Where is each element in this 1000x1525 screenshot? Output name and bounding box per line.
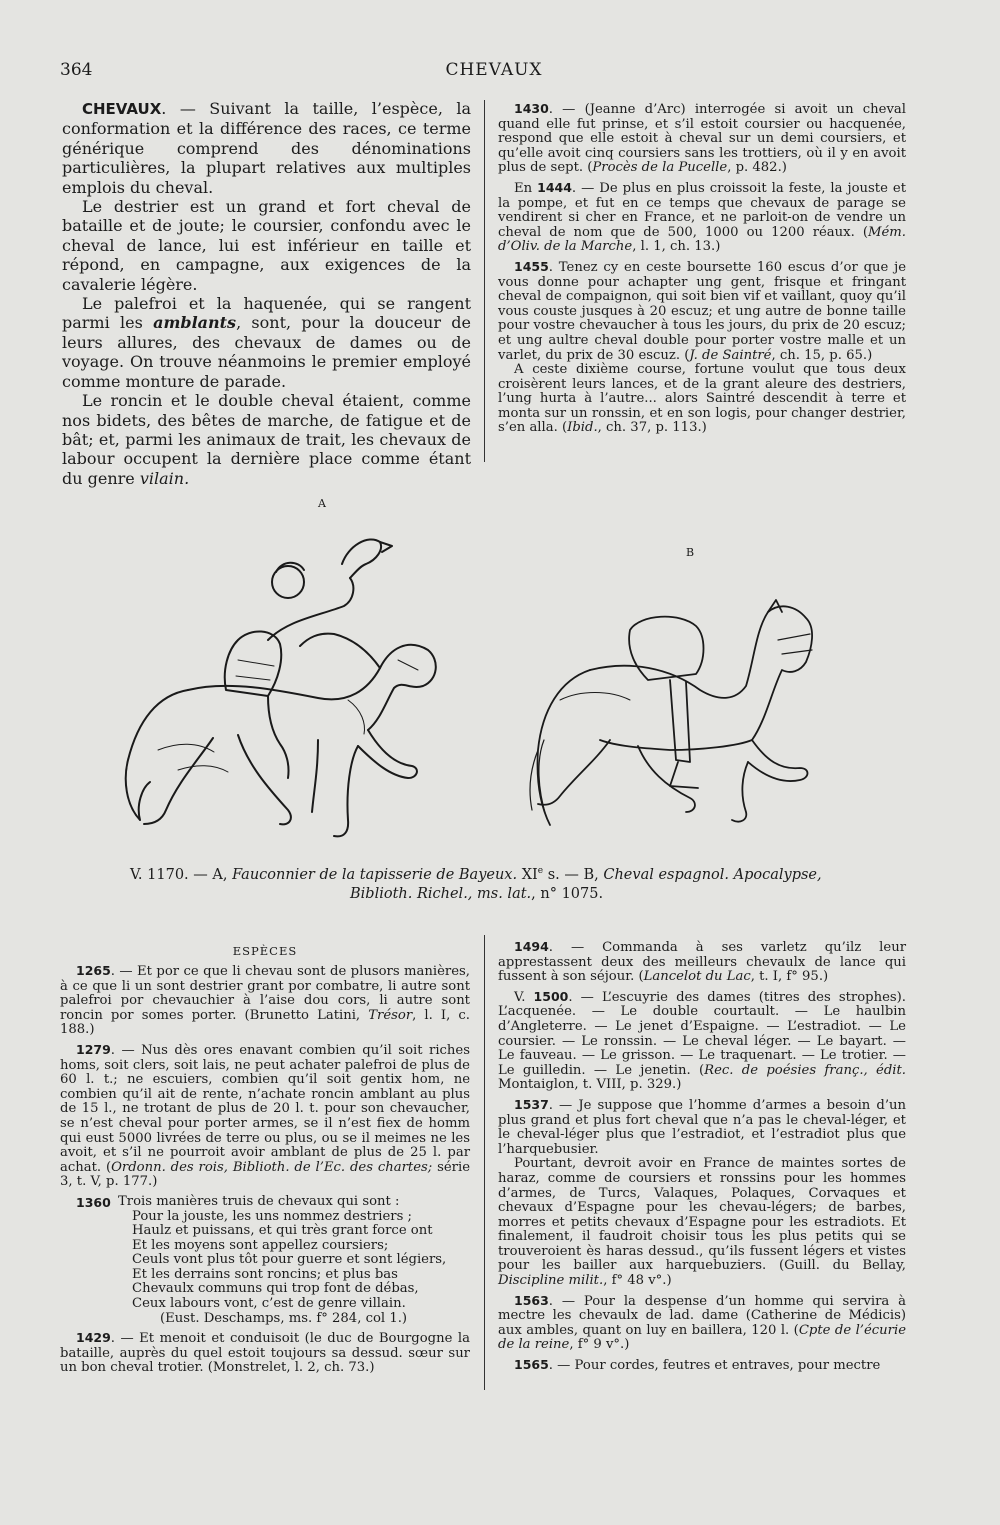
column-rule-top: [484, 100, 485, 462]
citation-1563: 1563. — Pour la despense d’un homme qui servira à mectre les chevaulx de lad. dame (Catherine de Médicis) aux ambles, quant on luy en baillera, 120 l. (Cpte de l’écurie de la reine, f° 9 v°.): [498, 1292, 906, 1353]
column-rule-bottom: [484, 935, 485, 1390]
intro-paragraph: CHEVAUX. — Suivant la taille, l’espèce, la conformation et la différence des races, ce terme générique comprend des dénominations particulières, la plupart relatives aux multiples emplois du cheval.: [62, 99, 471, 197]
figure-label-a: A: [318, 497, 326, 510]
citation-1455-continued: A ceste dixième course, fortune voulut que tous deux croisèrent leurs lances, et de la grant aleure des destriers, l’ung hurta à l’autre... alors Saintré descendit à terre et monta sur un ronssin, et en son logis, pour changer destrier, s’en alla. (Ibid., ch. 37, p. 113.): [498, 362, 906, 436]
citation-1429: 1429. — Et menoit et conduisoit (le duc de Bourgogne la bataille, auprès du quel estoit toujours sa dessud. sœur sur un bon cheval trotier. (Monstrelet, l. 2, ch. 73.): [60, 1330, 470, 1376]
citation-1537: 1537. — Je suppose que l’homme d’armes a besoin d’un plus grand et plus fort cheval que n’a pas le cheval-léger, et le cheval-léger plus que l’estradiot, et l’estradiot plus que l’harquebusier.: [498, 1096, 906, 1157]
citation-1279: 1279. — Nus dès ores enavant combien qu’il soit riches homs, soit clers, soit lais, ne peut achater palefroi de plus de 60 l. t.; ne escuiers, combien qu’il soit gentix hom, ne combien qu’il ait de rente, n’achate roncin amblant au plus de 15 l., ne trotant de plus de 20 l. t. pour son chevaucher, se n’est cheval pour porter armes, se il n’est fiex de homm qui eust 5000 livrées de terre ou plus, ou se il meimes ne les avoit, et s’il ne pourroit avoir amblant de plus de 25 l. par achat. (Ordonn. des rois, Biblioth. de l’Ec. des chartes; série 3, t. V, p. 177.): [60, 1041, 470, 1190]
figure-caption: V. 1170. — A, Fauconnier de la tapisserie de Bayeux. XIe s. — B, Cheval espagnol. Apocalypse, Biblioth. Richel., ms. lat., n° 1075.: [130, 866, 822, 902]
spanish-horse-illustration: [520, 590, 870, 835]
citations-top: [498, 102, 906, 441]
citations-bottom-right: [498, 940, 906, 1379]
falconer-horse-illustration: [118, 520, 448, 850]
intro-paragraph: Le palefroi et la haquenée, qui se rangent parmi les amblants, sont, pour la douceur de leurs allures, des chevaux de dames ou de voyage. On trouve néanmoins le premier employé comme monture de parade.: [62, 294, 472, 391]
running-header: [60, 60, 928, 86]
citation-1494: 1494. — Commanda à ses varletz qu’ilz leur apprestassent deux des meilleurs chevaulx de lance qui fussent à son séjour. (Lancelot du Lac, t. I, f° 95.): [498, 939, 906, 985]
citation-1360: 1360 Trois manières truis de chevaux qui sont : Pour la jouste, les uns nommez destriers ; Haulz et puissans, et qui très grant force ont Et les moyens sont appellez coursiers; Ceuls vont plus tôt pour guerre et sont légiers, Et les derrains sont roncins; et plus bas Chevaulx communs qui trop font de débas, Ceux labours vont, c’est de genre villain. (Eust. Deschamps, ms. f° 284, col 1.): [76, 1193, 447, 1326]
intro-paragraph: Le destrier est un grand et fort cheval de bataille et de joute; le coursier, confondu avec le cheval de lance, lui est inférieur en taille et répond, en campagne, aux exigences de la cavalerie légère.: [62, 197, 471, 294]
citation-1455: 1455. Tenez cy en ceste boursette 160 escus d’or que je vous donne pour achapter ung gent, frisque et fringant cheval de compaignon, qui soit bien vif et vaillant, quoy qu’il vous couste jusques à 20 escuz; et ung autre de bonne taille pour vostre chevaucher à tous les jours, du prix de 20 escuz; et ung aultre cheval double pour porter vostre malle et un varlet, du prix de 30 escuz. (J. de Saintré, ch. 15, p. 65.): [498, 258, 906, 363]
page-title: CHEVAUX: [445, 60, 543, 80]
citation-1444: En 1444. — De plus en plus croissoit la feste, la jouste et la pompe, et fut en ce temps que chevaux de parage se vendirent si cher en France, et ne parloit-on de vendre un cheval de nom que de 500, 1000 ou 1200 réaux. (Mém. d’Oliv. de la Marche, l. 1, ch. 13.): [498, 179, 906, 255]
intro-paragraph: Le roncin et le double cheval étaient, comme nos bidets, des bêtes de marche, de fatigue et de bât; et, parmi les animaux de trait, les chevaux de labour occupent la dernière place comme étant du genre vilain.: [62, 391, 471, 488]
intro-column: [62, 99, 471, 488]
citation-1265: 1265. — Et por ce que li chevau sont de plusors manières, à ce que li un sont destrier grant por combatre, li autre sont palefroi por chevauchier à l’aise dou cors, li autre sont roncin por somes porter. (Brunetto Latini, Trésor, l. I, c. 188.): [60, 963, 471, 1038]
page-number: 364: [60, 60, 93, 80]
citation-1500: V. 1500. — L’escuyrie des dames (titres des strophes). L’acquenée. — Le double courtault. — Le haulbin d’Angleterre. — Le jenet d’Espaigne. — L’estradiot. — Le coursier. — Le ronssin. — Le cheval léger. — Le bayart. — Le fauveau. — Le grisson. — Le traquenart. — Le trotier. — Le guilledin. — Le jenetin. (Rec. de poésies franç., édit. Montaiglon, t. VIII, p. 329.): [498, 988, 907, 1093]
figure-label-b: B: [686, 546, 695, 559]
citations-especes: [60, 944, 470, 1381]
citation-1430: 1430. — (Jeanne d’Arc) interrogée si avoit un cheval quand elle fut prinse, et s’il estoit coursier ou hacquenée, respond que elle estoit à cheval sur un demi coursiers, et qu’elle avoit cinq coursiers sans les trottiers, où il y en avoit plus de sept. (Procès de la Pucelle, p. 482.): [498, 101, 906, 176]
citation-1565: 1565. — Pour cordes, feutres et entraves, pour mectre: [514, 1357, 881, 1374]
citation-1537-continued: Pourtant, devroit avoir en France de maintes sortes de haraz, comme de coursiers et ronssins pour les hommes d’armes, de Turcs, Valaques, Polaques, Corvaques et chevaux d’Espagne pour les chevau-légers; de barbes, morres et petits chevaux d’Espagne pour les estradiots. Et finalement, il faudroit choisir tous les plus petits qui se trouveroient ès haras dessud., qu’ils fussent légers et vistes pour les bailler aux harquebuziers. (Guill. du Bellay, Discipline milit., f° 48 v°.): [498, 1156, 906, 1289]
headword: CHEVAUX: [82, 100, 162, 118]
section-heading: ESPÈCES: [232, 944, 298, 958]
